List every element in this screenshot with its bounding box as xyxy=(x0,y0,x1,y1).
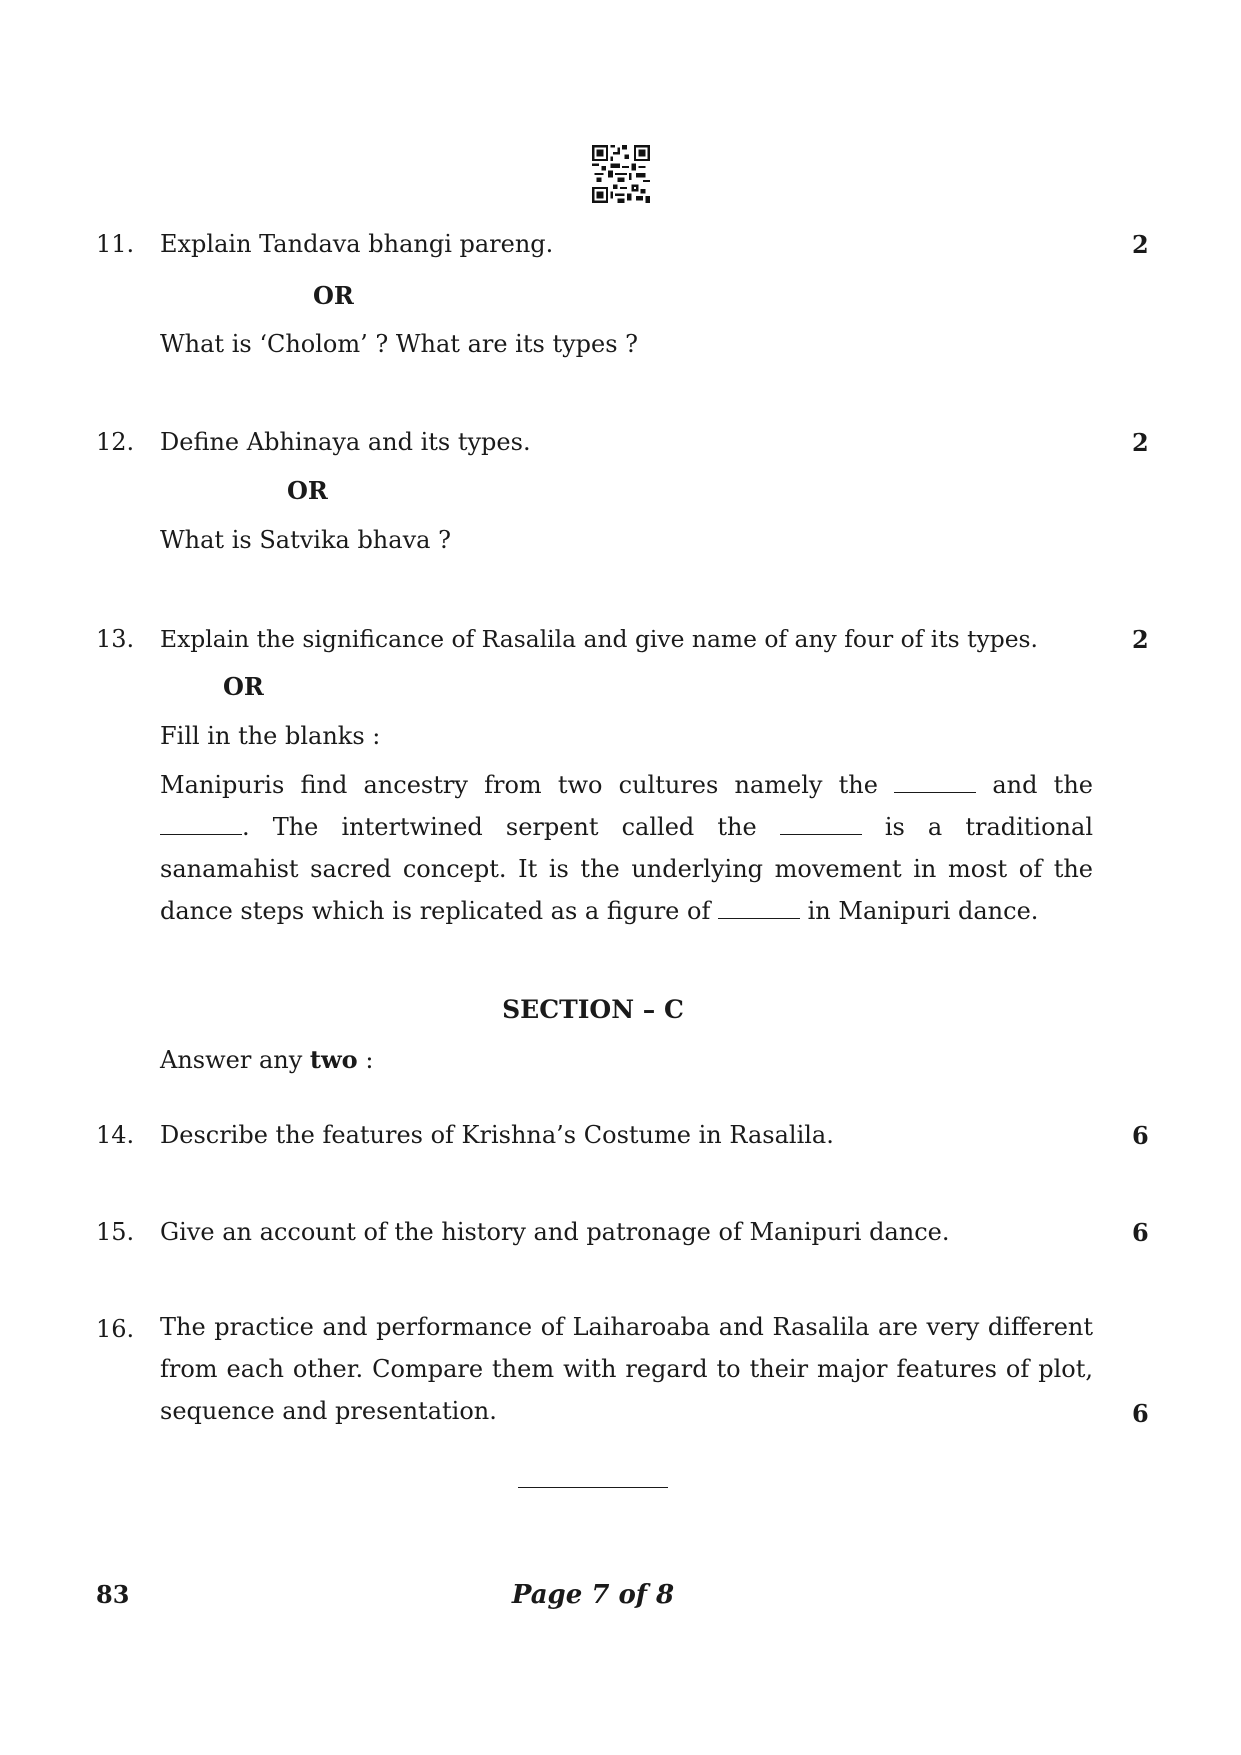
q11-number: 11. xyxy=(96,230,135,258)
section-c-heading: SECTION – C xyxy=(502,995,684,1024)
blank-4 xyxy=(718,900,800,919)
q14-number: 14. xyxy=(96,1121,135,1149)
q11-text: Explain Tandava bhangi pareng. xyxy=(160,230,554,258)
paper-code: 83 xyxy=(96,1580,130,1609)
section-c-instruction xyxy=(160,1045,373,1074)
end-rule xyxy=(518,1487,668,1488)
q13-alt-text: Fill in the blanks : xyxy=(160,722,381,750)
instruction-suffix: : xyxy=(365,1046,374,1074)
blank-3 xyxy=(780,816,862,835)
q13-fill-blanks-paragraph xyxy=(160,764,1093,932)
q15-marks: 6 xyxy=(1132,1218,1149,1247)
q13-para-part-2: and the xyxy=(992,771,1093,799)
q11-marks: 2 xyxy=(1132,230,1149,259)
q12-marks: 2 xyxy=(1132,428,1149,457)
blank-2 xyxy=(160,816,242,835)
q13-number: 13. xyxy=(96,625,135,653)
q13-para-part-4: is a traditional sanamahist sacred concept. It is the underlying movement in most of the dance steps which is replicated as a figure of xyxy=(160,813,1093,925)
instruction-bold: two xyxy=(309,1045,358,1074)
q15-text: Give an account of the history and patronage of Manipuri dance. xyxy=(160,1218,950,1246)
q13-text: Explain the significance of Rasalila and give name of any four of its types. xyxy=(160,625,1038,653)
q16-number: 16. xyxy=(96,1315,135,1343)
q13-para-part-5: in Manipuri dance. xyxy=(807,897,1039,925)
q13-para-part-3: . The intertwined serpent called the xyxy=(242,813,757,841)
q11-or: OR xyxy=(313,281,354,310)
q16-marks: 6 xyxy=(1132,1399,1149,1428)
q14-marks: 6 xyxy=(1132,1121,1149,1150)
q12-alt-text: What is Satvika bhava ? xyxy=(160,526,451,554)
q14-text: Describe the features of Krishna’s Costume in Rasalila. xyxy=(160,1121,834,1149)
q13-para-part-1: Manipuris find ancestry from two cultures namely the xyxy=(160,771,878,799)
q15-number: 15. xyxy=(96,1218,135,1246)
page-number: Page 7 of 8 xyxy=(511,1580,675,1610)
q12-text: Define Abhinaya and its types. xyxy=(160,428,531,456)
blank-1 xyxy=(894,774,976,793)
instruction-prefix: Answer any xyxy=(160,1046,303,1074)
q13-or: OR xyxy=(223,672,264,701)
q16-text: The practice and performance of Laiharoaba and Rasalila are very different from each other. Compare them with regard to their major features of plot, sequence and presentation. xyxy=(160,1313,1093,1425)
qr-code-icon xyxy=(592,145,650,203)
q12-number: 12. xyxy=(96,428,135,456)
q11-alt-text: What is ‘Cholom’ ? What are its types ? xyxy=(160,330,639,358)
q13-marks: 2 xyxy=(1132,625,1149,654)
q12-or: OR xyxy=(287,476,328,505)
